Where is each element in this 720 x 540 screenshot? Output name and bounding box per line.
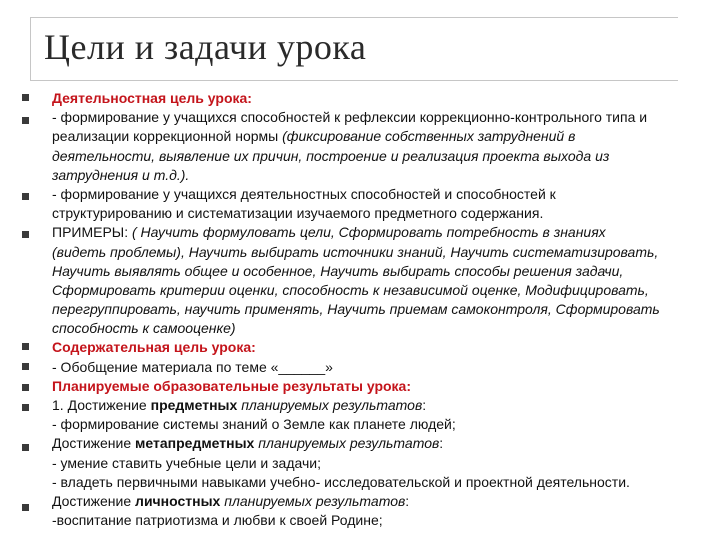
bullet-square-icon — [22, 231, 29, 238]
title-frame-bottom — [30, 80, 678, 81]
body-line: - владеть первичными навыками учебно- исследовательской и проектной деятельности. — [52, 473, 630, 490]
body-line: - формирование у учащихся способностей к рефлексии коррекционно-контрольного типа и — [52, 109, 648, 126]
examples-line: перегруппировать, научить применять, Научить приемам самоконтроля, Сформировать — [52, 301, 660, 318]
examples-line: способность к самооценке) — [52, 320, 236, 337]
personal-results-line: Достижение личностных планируемых результатов: — [52, 492, 410, 509]
bullet-square-icon — [22, 343, 29, 350]
body-line: - формирование системы знаний о Земле как планете людей; — [52, 416, 456, 433]
body-line: реализации коррекционной нормы (фиксирование собственных затруднений в — [52, 128, 576, 145]
examples-line: Научить выявлять общее и особенное, Научить выбирать способы решения задачи, — [52, 262, 624, 279]
bullet-square-icon — [22, 404, 29, 411]
bullet-square-icon — [22, 363, 29, 370]
body-line: - Обобщение материала по теме «______» — [52, 358, 333, 375]
examples-line: Сформировать критерии оценки, способность к независимой оценке, Модифицировать, — [52, 281, 649, 298]
examples-line: (видеть проблемы), Научить выбирать источники знаний, Научить систематизировать, — [52, 243, 659, 260]
activity-goal-heading: Деятельностная цель урока: — [52, 90, 252, 106]
bullet-square-icon — [22, 94, 29, 101]
slide-body — [52, 89, 702, 530]
title-frame-left — [30, 17, 31, 81]
bullet-square-icon — [22, 384, 29, 391]
bullet-square-icon — [22, 504, 29, 511]
bullet-square-icon — [22, 444, 29, 451]
examples-line: ПРИМЕРЫ: ( Научить формуловать цели, Сформировать потребность в знаниях — [52, 224, 606, 241]
title-frame-top — [30, 17, 678, 18]
body-line: -воспитание патриотизма и любви к своей Родине; — [52, 512, 383, 529]
content-goal-heading: Содержательная цель урока: — [52, 339, 256, 356]
body-line: деятельности, выявление их причин, построение и реализация проекта выхода из — [52, 147, 610, 164]
page-title: Цели и задачи урока — [44, 27, 367, 67]
bullet-square-icon — [22, 117, 29, 124]
bullet-square-icon — [22, 193, 29, 200]
metasubject-results-line: Достижение метапредметных планируемых результатов: — [52, 435, 444, 452]
body-line: затруднения и т.д.). — [52, 166, 190, 183]
subject-results-line: 1. Достижение предметных планируемых результатов: — [52, 397, 427, 413]
body-line: структурированию и систематизации изучаемого предметного содержания. — [52, 205, 544, 222]
planned-results-heading: Планируемые образовательные результаты урока: — [52, 377, 411, 394]
body-line: - умение ставить учебные цели и задачи; — [52, 454, 321, 471]
body-line: - формирование у учащихся деятельностных способностей и способностей к — [52, 185, 556, 202]
